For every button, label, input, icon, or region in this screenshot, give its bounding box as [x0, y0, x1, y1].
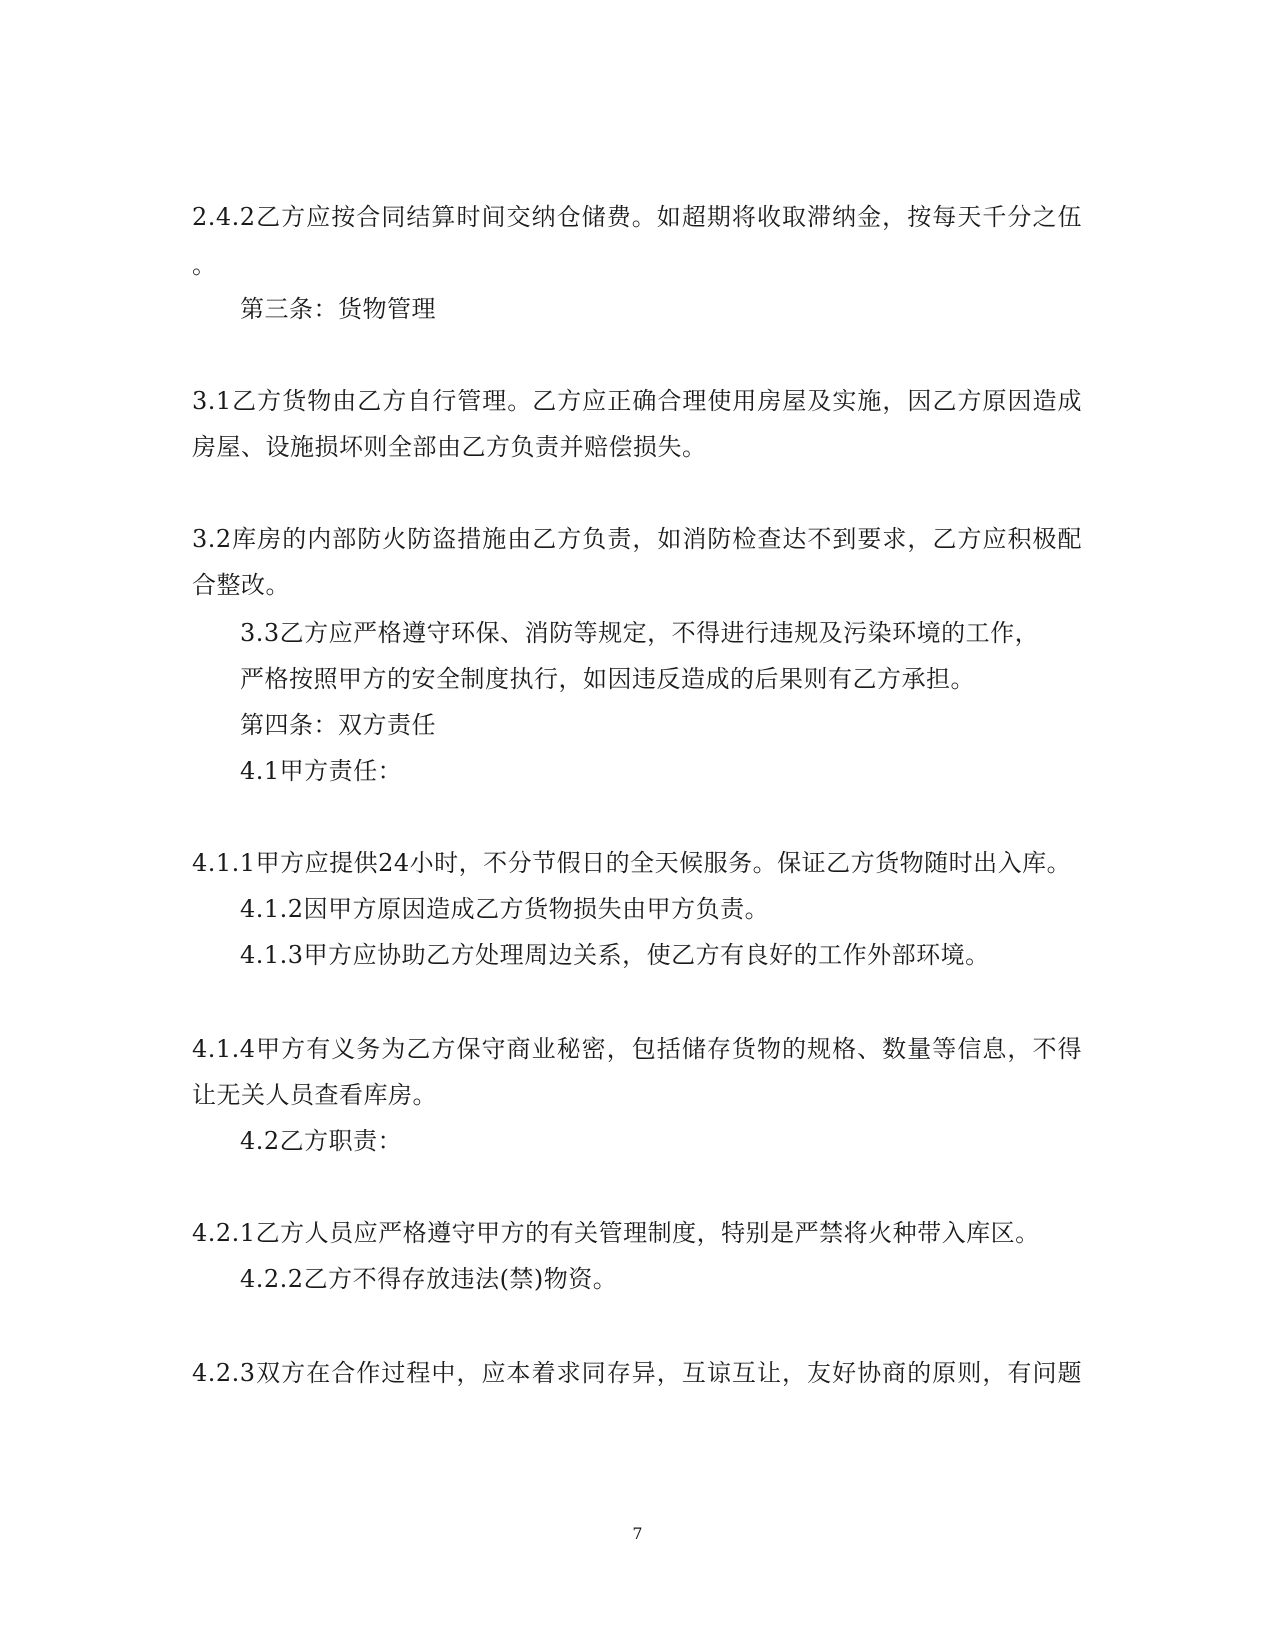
- text-line-2-4-2: 2.4.2乙方应按合同结算时间交纳仓储费。如超期将收取滞纳金，按每天千分之伍: [192, 203, 1082, 231]
- text-line-3-2: 3.2库房的内部防火防盗措施由乙方负责，如消防检查达不到要求，乙方应积极配: [192, 525, 1082, 553]
- text-line-4-1-4-cont: 让无关人员查看库房。: [192, 1081, 437, 1109]
- section-heading-4: 第四条：双方责任: [240, 711, 436, 739]
- text-line-4-1-3: 4.1.3甲方应协助乙方处理周边关系，使乙方有良好的工作外部环境。: [240, 941, 990, 969]
- text-line-4-2-1: 4.2.1乙方人员应严格遵守甲方的有关管理制度，特别是严禁将火种带入库区。: [192, 1219, 1040, 1247]
- text-line-3-2-cont: 合整改。: [192, 571, 290, 599]
- text-line-4-2-2: 4.2.2乙方不得存放违法(禁)物资。: [240, 1265, 618, 1293]
- text-line-4-2: 4.2乙方职责：: [240, 1127, 403, 1155]
- text-line-3-1: 3.1乙方货物由乙方自行管理。乙方应正确合理使用房屋及实施，因乙方原因造成: [192, 387, 1082, 415]
- text-line-3-3-cont: 严格按照甲方的安全制度执行，如因违反造成的后果则有乙方承担。: [240, 665, 975, 693]
- text-line-4-1-4: 4.1.4甲方有义务为乙方保守商业秘密，包括储存货物的规格、数量等信息，不得: [192, 1035, 1082, 1063]
- text-line-4-1: 4.1甲方责任：: [240, 757, 403, 785]
- text-line-3-1-cont: 房屋、设施损坏则全部由乙方负责并赔偿损失。: [192, 433, 707, 461]
- text-line-4-1-2: 4.1.2因甲方原因造成乙方货物损失由甲方负责。: [240, 895, 770, 923]
- text-line-2-4-2-cont: 。: [192, 251, 217, 279]
- text-line-4-2-3: 4.2.3双方在合作过程中，应本着求同存异，互谅互让，友好协商的原则，有问题: [192, 1359, 1082, 1387]
- section-heading-3: 第三条：货物管理: [240, 295, 436, 323]
- page-number: 7: [632, 1524, 643, 1543]
- text-line-4-1-1: 4.1.1甲方应提供24小时，不分节假日的全天候服务。保证乙方货物随时出入库。: [192, 849, 1072, 877]
- text-line-3-3: 3.3乙方应严格遵守环保、消防等规定，不得进行违规及污染环境的工作，: [240, 619, 1040, 647]
